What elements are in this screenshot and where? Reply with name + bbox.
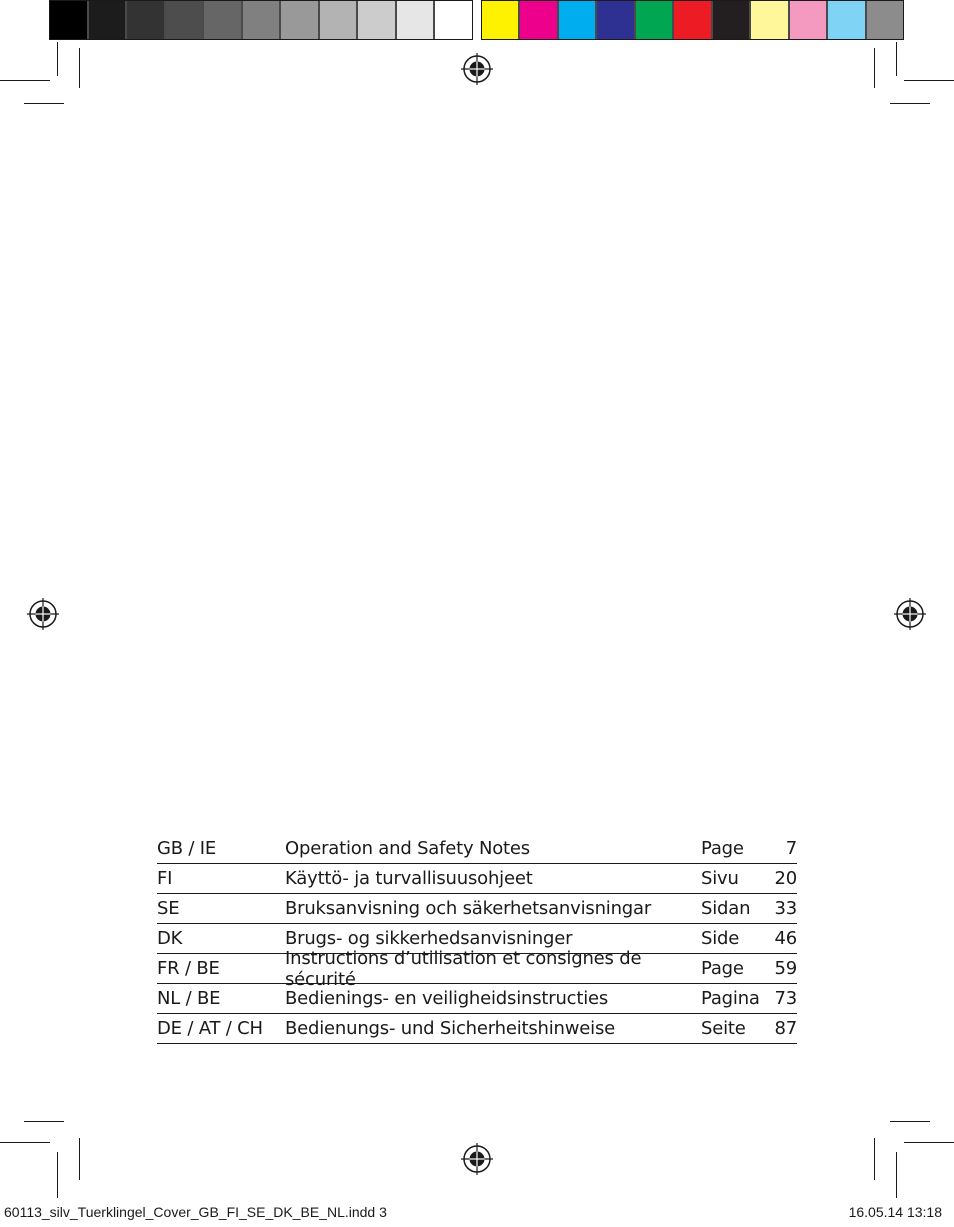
registration-mark-icon — [894, 598, 926, 630]
color-swatch — [166, 1, 205, 39]
toc-language-code: DE / AT / CH — [157, 1018, 263, 1039]
crop-mark — [904, 80, 954, 81]
toc-row[interactable] — [157, 864, 797, 894]
crop-mark — [874, 1138, 875, 1180]
toc-section-title: Käyttö- ja turvallisuusohjeet — [285, 868, 533, 889]
color-control-strip — [481, 0, 904, 40]
toc-section-title: Bedienings- en veiligheidsinstructies — [285, 988, 609, 1009]
crop-mark — [896, 1152, 897, 1198]
color-swatch — [127, 1, 166, 39]
grayscale-control-strip — [49, 0, 473, 40]
toc-page-label: Page — [701, 838, 744, 859]
registration-mark-icon — [461, 53, 493, 85]
color-swatch — [790, 1, 828, 39]
toc-language-code: GB / IE — [157, 838, 217, 859]
crop-mark — [904, 1142, 954, 1143]
registration-mark-icon — [461, 1143, 493, 1175]
color-swatch — [713, 1, 751, 39]
toc-row[interactable] — [157, 834, 797, 864]
toc-language-code: DK — [157, 928, 183, 949]
toc-row[interactable] — [157, 1014, 797, 1044]
toc-language-code: FR / BE — [157, 958, 220, 979]
color-swatch — [204, 1, 243, 39]
toc-row[interactable] — [157, 894, 797, 924]
toc-page-label: Seite — [701, 1018, 746, 1039]
color-swatch — [751, 1, 789, 39]
color-swatch — [559, 1, 597, 39]
color-swatch — [397, 1, 436, 39]
color-swatch — [597, 1, 635, 39]
crop-mark — [874, 48, 875, 88]
color-swatch — [867, 1, 903, 39]
color-swatch — [482, 1, 520, 39]
toc-page-number: 20 — [774, 868, 797, 889]
color-swatch — [320, 1, 359, 39]
toc-section-title: Operation and Safety Notes — [285, 838, 530, 859]
footer-datetime: 16.05.14 13:18 — [848, 1204, 942, 1220]
toc-page-number: 87 — [774, 1018, 797, 1039]
toc-section-title: Brugs- og sikkerhedsanvisninger — [285, 928, 573, 949]
color-swatch — [281, 1, 320, 39]
toc-row[interactable] — [157, 947, 797, 990]
toc-page-label: Sidan — [701, 898, 751, 919]
toc-page-label: Page — [701, 958, 744, 979]
crop-mark — [57, 42, 58, 76]
crop-mark — [0, 1142, 50, 1143]
color-swatch — [636, 1, 674, 39]
crop-mark — [24, 103, 64, 104]
color-swatch — [435, 1, 472, 39]
crop-mark — [0, 80, 50, 81]
color-swatch — [89, 1, 128, 39]
toc-page-number: 7 — [785, 838, 797, 859]
toc-section-title: Instructions d’utilisation et consignes de sécurité — [285, 947, 642, 990]
crop-mark — [57, 1152, 58, 1198]
toc-page-number: 33 — [774, 898, 797, 919]
toc-page-label: Pagina — [701, 988, 760, 1009]
color-swatch — [828, 1, 866, 39]
toc-page-number: 73 — [774, 988, 797, 1009]
toc-row[interactable] — [157, 984, 797, 1014]
toc-section-title: Bruksanvisning och säkerhetsanvisningar — [285, 898, 652, 919]
crop-mark — [890, 103, 930, 104]
toc-language-code: SE — [157, 898, 180, 919]
registration-mark-icon — [27, 598, 59, 630]
toc-page-number: 59 — [774, 958, 797, 979]
color-swatch — [243, 1, 282, 39]
toc-language-code: NL / BE — [157, 988, 221, 1009]
toc-page-number: 46 — [774, 928, 797, 949]
table-of-contents — [157, 834, 797, 1044]
toc-language-code: FI — [157, 868, 173, 889]
crop-mark — [24, 1121, 64, 1122]
color-swatch — [358, 1, 397, 39]
toc-section-title: Bedienungs- und Sicherheitshinweise — [285, 1018, 616, 1039]
toc-page-label: Side — [701, 928, 740, 949]
crop-mark — [890, 1121, 930, 1122]
color-swatch — [50, 1, 89, 39]
crop-mark — [896, 42, 897, 76]
crop-mark — [79, 1138, 80, 1180]
color-swatch — [674, 1, 712, 39]
toc-page-label: Sivu — [701, 868, 739, 889]
crop-mark — [79, 48, 80, 88]
color-swatch — [520, 1, 558, 39]
footer-file-name: 60113_silv_Tuerklingel_Cover_GB_FI_SE_DK_BE_NL.indd 3 — [4, 1204, 387, 1220]
